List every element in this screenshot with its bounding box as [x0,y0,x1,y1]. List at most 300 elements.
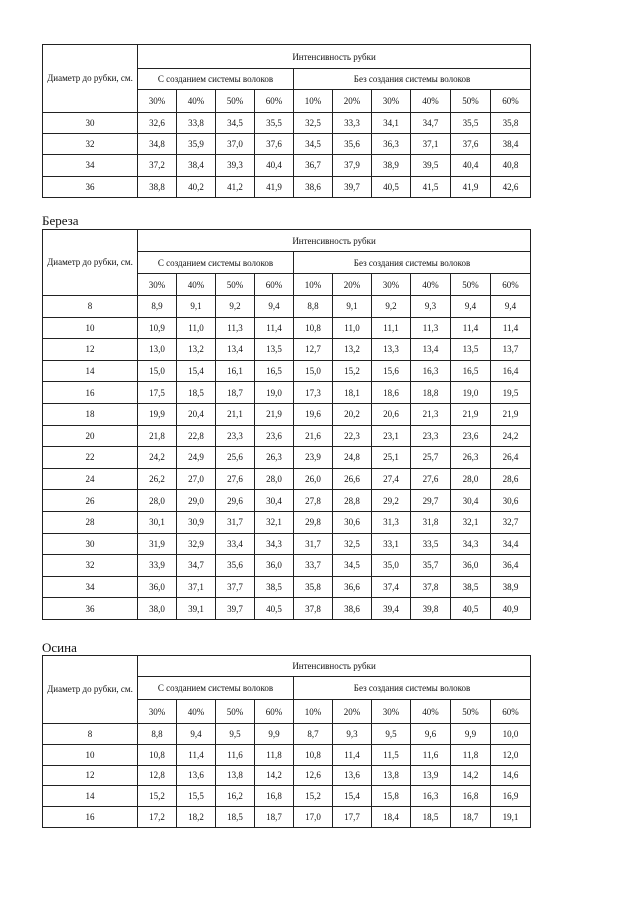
value-cell: 24,2 [138,447,177,469]
value-cell: 9,2 [216,296,255,318]
intensity-header: Интенсивность рубки [138,230,531,252]
value-cell: 28,6 [491,468,531,490]
diameter-cell: 22 [43,447,138,469]
value-cell: 13,2 [177,339,216,361]
value-cell: 36,0 [255,555,294,577]
diameter-cell: 34 [43,155,138,176]
percent-header: 60% [255,90,294,113]
value-cell: 8,7 [294,724,333,745]
value-cell: 15,5 [177,786,216,807]
value-cell: 23,6 [451,425,491,447]
percent-header: 10% [294,90,333,113]
percent-header: 40% [411,90,451,113]
value-cell: 27,6 [216,468,255,490]
value-cell: 16,8 [451,786,491,807]
value-cell: 38,4 [491,134,531,155]
value-cell: 11,6 [216,744,255,765]
value-cell: 26,3 [255,447,294,469]
value-cell: 20,4 [177,403,216,425]
percent-header: 40% [177,700,216,724]
value-cell: 37,8 [411,576,451,598]
value-cell: 20,2 [333,403,372,425]
value-cell: 28,0 [138,490,177,512]
value-cell: 35,9 [177,134,216,155]
percent-header: 60% [255,274,294,296]
diameter-cell: 30 [43,533,138,555]
value-cell: 41,2 [216,176,255,197]
value-cell: 25,1 [372,447,411,469]
diameter-header: Диаметр до рубки, см. [43,230,138,296]
diameter-cell: 20 [43,425,138,447]
table-row [43,113,531,134]
with-system-header: С созданием системы волоков [138,69,294,90]
diameter-cell: 12 [43,765,138,786]
value-cell: 40,9 [491,598,531,620]
value-cell: 13,4 [411,339,451,361]
diameter-cell: 34 [43,576,138,598]
value-cell: 27,8 [294,490,333,512]
value-cell: 16,5 [451,360,491,382]
value-cell: 35,5 [255,113,294,134]
value-cell: 39,4 [372,598,411,620]
diameter-cell: 30 [43,113,138,134]
table-header [43,230,531,296]
value-cell: 23,3 [216,425,255,447]
table-row [43,598,531,620]
table-row [43,296,531,318]
intensity-header: Интенсивность рубки [138,656,531,677]
value-cell: 23,9 [294,447,333,469]
value-cell: 21,6 [294,425,333,447]
value-cell: 10,8 [138,744,177,765]
percent-header: 30% [372,700,411,724]
value-cell: 35,0 [372,555,411,577]
value-cell: 21,1 [216,403,255,425]
value-cell: 16,9 [491,786,531,807]
value-cell: 40,4 [255,155,294,176]
value-cell: 9,3 [333,724,372,745]
table-row [43,533,531,555]
value-cell: 11,5 [372,744,411,765]
percent-header: 40% [411,274,451,296]
value-cell: 39,3 [216,155,255,176]
value-cell: 32,9 [177,533,216,555]
value-cell: 10,9 [138,317,177,339]
value-cell: 38,6 [294,176,333,197]
value-cell: 21,3 [411,403,451,425]
diameter-cell: 10 [43,744,138,765]
value-cell: 13,0 [138,339,177,361]
value-cell: 33,1 [372,533,411,555]
value-cell: 29,7 [411,490,451,512]
diameter-cell: 36 [43,598,138,620]
value-cell: 21,8 [138,425,177,447]
table-row [43,555,531,577]
diameter-cell: 8 [43,296,138,318]
percent-header: 60% [255,700,294,724]
value-cell: 10,0 [491,724,531,745]
value-cell: 39,7 [333,176,372,197]
value-cell: 36,3 [372,134,411,155]
value-cell: 11,4 [491,317,531,339]
value-cell: 18,5 [411,807,451,828]
value-cell: 37,8 [294,598,333,620]
value-cell: 8,9 [138,296,177,318]
value-cell: 40,5 [255,598,294,620]
diameter-cell: 24 [43,468,138,490]
value-cell: 42,6 [491,176,531,197]
value-cell: 19,6 [294,403,333,425]
table-row [43,155,531,176]
value-cell: 28,0 [255,468,294,490]
percent-header: 50% [451,274,491,296]
value-cell: 11,4 [333,744,372,765]
value-cell: 13,6 [177,765,216,786]
without-system-header: Без создания системы волоков [294,69,531,90]
value-cell: 15,6 [372,360,411,382]
value-cell: 31,9 [138,533,177,555]
with-system-header: С созданием системы волоков [138,252,294,274]
value-cell: 36,0 [138,576,177,598]
table-row [43,134,531,155]
table-row [43,403,531,425]
percent-header: 50% [451,700,491,724]
percent-header: 20% [333,90,372,113]
table-row [43,576,531,598]
value-cell: 33,8 [177,113,216,134]
value-cell: 13,5 [255,339,294,361]
value-cell: 37,1 [411,134,451,155]
value-cell: 28,0 [451,468,491,490]
value-cell: 19,1 [491,807,531,828]
section-title-aspen: Осина [42,640,77,655]
table-row [43,468,531,490]
table-row [43,490,531,512]
value-cell: 35,7 [411,555,451,577]
value-cell: 23,6 [255,425,294,447]
value-cell: 9,4 [177,724,216,745]
value-cell: 16,4 [491,360,531,382]
diameter-cell: 12 [43,339,138,361]
value-cell: 12,6 [294,765,333,786]
value-cell: 32,6 [138,113,177,134]
value-cell: 12,7 [294,339,333,361]
table-row [43,317,531,339]
value-cell: 13,8 [216,765,255,786]
value-cell: 14,2 [255,765,294,786]
percent-header: 30% [138,700,177,724]
value-cell: 34,7 [177,555,216,577]
value-cell: 34,4 [491,533,531,555]
value-cell: 35,8 [491,113,531,134]
value-cell: 34,8 [138,134,177,155]
value-cell: 40,4 [451,155,491,176]
diameter-cell: 32 [43,134,138,155]
value-cell: 40,5 [372,176,411,197]
value-cell: 37,6 [451,134,491,155]
value-cell: 11,0 [333,317,372,339]
percent-header: 40% [411,700,451,724]
value-cell: 15,2 [333,360,372,382]
table-row [43,176,531,197]
value-cell: 25,6 [216,447,255,469]
value-cell: 13,3 [372,339,411,361]
value-cell: 20,6 [372,403,411,425]
value-cell: 9,5 [216,724,255,745]
value-cell: 41,9 [255,176,294,197]
value-cell: 21,9 [451,403,491,425]
value-cell: 9,1 [333,296,372,318]
diameter-cell: 8 [43,724,138,745]
value-cell: 30,4 [255,490,294,512]
value-cell: 9,4 [451,296,491,318]
value-cell: 38,5 [255,576,294,598]
value-cell: 9,4 [491,296,531,318]
value-cell: 17,2 [138,807,177,828]
value-cell: 11,4 [451,317,491,339]
value-cell: 39,8 [411,598,451,620]
value-cell: 11,4 [255,317,294,339]
value-cell: 29,6 [216,490,255,512]
value-cell: 29,8 [294,511,333,533]
value-cell: 25,7 [411,447,451,469]
diameter-cell: 14 [43,360,138,382]
value-cell: 33,3 [333,113,372,134]
value-cell: 36,6 [333,576,372,598]
value-cell: 34,7 [411,113,451,134]
value-cell: 35,6 [216,555,255,577]
value-cell: 37,2 [138,155,177,176]
value-cell: 38,9 [491,576,531,598]
percent-header: 20% [333,274,372,296]
table-row [43,339,531,361]
percent-header: 50% [216,700,255,724]
value-cell: 35,6 [333,134,372,155]
value-cell: 28,8 [333,490,372,512]
value-cell: 30,6 [491,490,531,512]
value-cell: 36,0 [451,555,491,577]
percent-header: 30% [138,90,177,113]
table-row [43,360,531,382]
value-cell: 21,9 [491,403,531,425]
value-cell: 40,5 [451,598,491,620]
value-cell: 37,9 [333,155,372,176]
value-cell: 33,9 [138,555,177,577]
value-cell: 32,1 [255,511,294,533]
value-cell: 18,6 [372,382,411,404]
value-cell: 13,6 [333,765,372,786]
diameter-cell: 10 [43,317,138,339]
table-row [43,765,531,786]
table-row [43,425,531,447]
value-cell: 35,8 [294,576,333,598]
diameter-cell: 14 [43,786,138,807]
value-cell: 18,5 [177,382,216,404]
value-cell: 24,9 [177,447,216,469]
diameter-cell: 28 [43,511,138,533]
value-cell: 40,2 [177,176,216,197]
diameter-cell: 32 [43,555,138,577]
value-cell: 9,9 [255,724,294,745]
percent-header: 40% [177,274,216,296]
value-cell: 38,4 [177,155,216,176]
value-cell: 22,8 [177,425,216,447]
percent-header: 30% [372,274,411,296]
table-header [43,45,531,113]
table-row [43,807,531,828]
value-cell: 11,8 [255,744,294,765]
percent-header: 60% [491,90,531,113]
value-cell: 30,9 [177,511,216,533]
value-cell: 40,8 [491,155,531,176]
value-cell: 16,3 [411,786,451,807]
value-cell: 31,3 [372,511,411,533]
value-cell: 29,2 [372,490,411,512]
value-cell: 24,8 [333,447,372,469]
value-cell: 15,4 [177,360,216,382]
value-cell: 18,1 [333,382,372,404]
value-cell: 33,4 [216,533,255,555]
value-cell: 26,4 [491,447,531,469]
value-cell: 17,5 [138,382,177,404]
percent-header: 10% [294,274,333,296]
value-cell: 16,5 [255,360,294,382]
value-cell: 27,0 [177,468,216,490]
value-cell: 13,8 [372,765,411,786]
value-cell: 34,3 [255,533,294,555]
value-cell: 13,2 [333,339,372,361]
percent-header: 40% [177,90,216,113]
value-cell: 37,6 [255,134,294,155]
percent-header: 10% [294,700,333,724]
value-cell: 32,5 [294,113,333,134]
value-cell: 12,8 [138,765,177,786]
value-cell: 19,5 [491,382,531,404]
value-cell: 13,7 [491,339,531,361]
value-cell: 37,1 [177,576,216,598]
value-cell: 15,0 [138,360,177,382]
value-cell: 38,9 [372,155,411,176]
value-cell: 38,5 [451,576,491,598]
value-cell: 19,9 [138,403,177,425]
value-cell: 21,9 [255,403,294,425]
value-cell: 18,7 [255,807,294,828]
value-cell: 36,4 [491,555,531,577]
diameter-cell: 18 [43,403,138,425]
value-cell: 27,4 [372,468,411,490]
value-cell: 10,8 [294,317,333,339]
value-cell: 36,7 [294,155,333,176]
value-cell: 16,3 [411,360,451,382]
value-cell: 39,5 [411,155,451,176]
value-cell: 30,4 [451,490,491,512]
value-cell: 31,8 [411,511,451,533]
percent-header: 50% [216,274,255,296]
percent-header: 60% [491,274,531,296]
percent-header: 50% [451,90,491,113]
value-cell: 23,3 [411,425,451,447]
value-cell: 18,2 [177,807,216,828]
percent-header: 20% [333,700,372,724]
table-row [43,724,531,745]
percent-header: 50% [216,90,255,113]
value-cell: 41,5 [411,176,451,197]
value-cell: 41,9 [451,176,491,197]
volume-table-aspen [42,655,531,828]
value-cell: 16,8 [255,786,294,807]
value-cell: 38,6 [333,598,372,620]
value-cell: 18,4 [372,807,411,828]
diameter-cell: 16 [43,807,138,828]
with-system-header: С созданием системы волоков [138,677,294,700]
value-cell: 17,3 [294,382,333,404]
value-cell: 30,1 [138,511,177,533]
value-cell: 23,1 [372,425,411,447]
value-cell: 34,5 [294,134,333,155]
without-system-header: Без создания системы волоков [294,252,531,274]
value-cell: 19,0 [451,382,491,404]
value-cell: 9,1 [177,296,216,318]
value-cell: 32,1 [451,511,491,533]
value-cell: 13,9 [411,765,451,786]
value-cell: 32,7 [491,511,531,533]
value-cell: 8,8 [294,296,333,318]
value-cell: 16,1 [216,360,255,382]
value-cell: 14,6 [491,765,531,786]
value-cell: 9,6 [411,724,451,745]
table-row [43,382,531,404]
value-cell: 9,2 [372,296,411,318]
value-cell: 27,6 [411,468,451,490]
value-cell: 32,5 [333,533,372,555]
value-cell: 11,3 [411,317,451,339]
value-cell: 37,0 [216,134,255,155]
value-cell: 11,1 [372,317,411,339]
value-cell: 34,3 [451,533,491,555]
percent-header: 30% [372,90,411,113]
value-cell: 30,6 [333,511,372,533]
value-cell: 24,2 [491,425,531,447]
value-cell: 12,0 [491,744,531,765]
value-cell: 33,5 [411,533,451,555]
value-cell: 15,8 [372,786,411,807]
value-cell: 17,0 [294,807,333,828]
value-cell: 15,4 [333,786,372,807]
value-cell: 26,3 [451,447,491,469]
value-cell: 8,8 [138,724,177,745]
value-cell: 34,5 [333,555,372,577]
value-cell: 18,7 [216,382,255,404]
value-cell: 29,0 [177,490,216,512]
table-row [43,511,531,533]
value-cell: 18,5 [216,807,255,828]
value-cell: 33,7 [294,555,333,577]
intensity-header: Интенсивность рубки [138,45,531,69]
volume-table-1 [42,44,531,198]
value-cell: 15,0 [294,360,333,382]
diameter-cell: 36 [43,176,138,197]
diameter-header: Диаметр до рубки, см. [43,656,138,724]
value-cell: 14,2 [451,765,491,786]
value-cell: 15,2 [294,786,333,807]
table-header [43,656,531,724]
value-cell: 34,5 [216,113,255,134]
value-cell: 38,8 [138,176,177,197]
diameter-cell: 26 [43,490,138,512]
value-cell: 18,7 [451,807,491,828]
diameter-cell: 16 [43,382,138,404]
value-cell: 11,8 [451,744,491,765]
